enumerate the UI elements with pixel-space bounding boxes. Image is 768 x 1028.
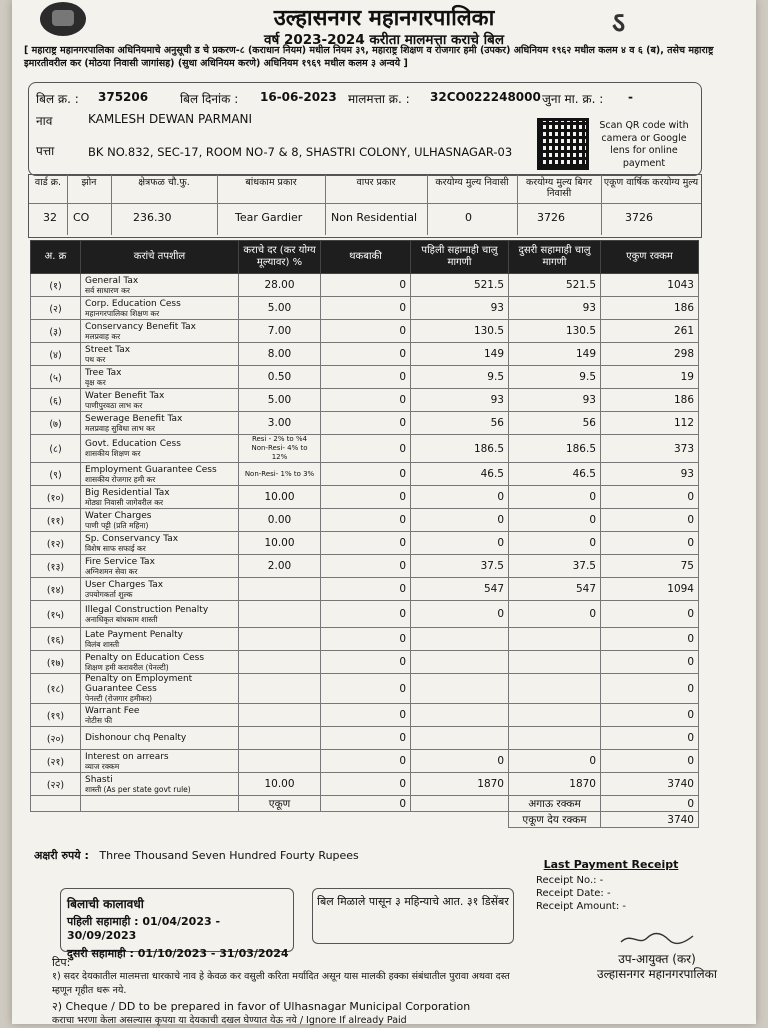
ward-header-1: झोन xyxy=(81,177,97,188)
row-number: (४) xyxy=(31,343,81,366)
tax-second-half: 9.5 xyxy=(509,366,601,389)
tax-rate xyxy=(239,601,321,628)
tax-name-cell xyxy=(81,532,239,555)
tax-arrears: 0 xyxy=(321,389,411,412)
words-label: अक्षरी रुपये : xyxy=(34,849,89,862)
tax-first-half xyxy=(411,704,509,727)
col-header-total: एकुण रक्कम xyxy=(601,241,699,274)
tax-row xyxy=(31,435,699,463)
col-header-no: अ. क्र xyxy=(31,241,81,274)
tax-row xyxy=(31,750,699,773)
tax-name-mr: व्याज रक्कम xyxy=(85,761,120,771)
tax-rate: 5.00 xyxy=(239,389,321,412)
usage-type: Non Residential xyxy=(331,211,418,224)
tax-second-half: 0 xyxy=(509,509,601,532)
tax-rate: 0.50 xyxy=(239,366,321,389)
tax-name-en: Dishonour chq Penalty xyxy=(85,733,187,743)
property-no: 32CO022248000 xyxy=(430,90,541,104)
tax-name-en: Big Residential Tax xyxy=(85,487,170,498)
tax-second-half: 46.5 xyxy=(509,463,601,486)
tax-first-half: 149 xyxy=(411,343,509,366)
row-number: (१६) xyxy=(31,628,81,651)
row-number: (२१) xyxy=(31,750,81,773)
footer-line-3: कराचा भरणा केला असल्यास कृपया या देयकाची दखल घेण्यात येऊ नये / Ignore If already Paid xyxy=(52,1015,407,1026)
tax-second-half: 186.5 xyxy=(509,435,601,463)
tax-first-half: 0 xyxy=(411,486,509,509)
tax-second-half: 149 xyxy=(509,343,601,366)
tax-name-mr: शास्ती (As per state govt rule) xyxy=(85,784,191,794)
row-number: (६) xyxy=(31,389,81,412)
tax-name-en: Penalty on Employment Guarantee Cess xyxy=(85,674,193,694)
corporation-title: उल्हासनगर महानगरपालिका xyxy=(273,6,495,31)
area-sqft: 236.30 xyxy=(133,211,172,224)
receipt-date: Receipt Date: - xyxy=(536,888,611,899)
tax-name-cell xyxy=(81,412,239,435)
tax-total: 75 xyxy=(601,555,699,578)
tax-name-en: Sp. Conservancy Tax xyxy=(85,533,179,544)
swachh-logo-icon: ऽ xyxy=(612,6,626,39)
tax-first-half: 547 xyxy=(411,578,509,601)
row-number: (९) xyxy=(31,463,81,486)
ward-header-5: करयोग्य मुल्य निवासी xyxy=(435,177,509,188)
tax-name-cell xyxy=(81,727,239,750)
tax-total: 1094 xyxy=(601,578,699,601)
tax-name-en: Warrant Fee xyxy=(85,705,140,716)
name-label: नाव xyxy=(36,114,53,128)
tax-name-mr: पथ कर xyxy=(85,354,106,364)
old-no: - xyxy=(628,90,633,104)
tax-arrears: 0 xyxy=(321,773,411,796)
tax-total: 186 xyxy=(601,389,699,412)
tax-rate xyxy=(239,704,321,727)
total-label: एकूण xyxy=(239,796,321,812)
bill-date-label: बिल दिनांक : xyxy=(180,92,239,106)
tax-name-en: General Tax xyxy=(85,275,139,286)
tax-second-half xyxy=(509,727,601,750)
ward-header-3: बांधकाम प्रकार xyxy=(245,177,297,188)
tax-name-mr: पाणी पट्टी (प्रति महिना) xyxy=(85,520,149,530)
ward-header-4: वापर प्रकार xyxy=(356,177,396,188)
tax-row xyxy=(31,486,699,509)
tax-first-half: 93 xyxy=(411,389,509,412)
tax-first-half: 9.5 xyxy=(411,366,509,389)
tax-name-en: Corp. Education Cess xyxy=(85,298,181,309)
qr-instructions: Scan QR code with camera or Google lens for online payment xyxy=(599,120,689,169)
tax-row xyxy=(31,274,699,297)
tax-rate: 3.00 xyxy=(239,412,321,435)
tax-row xyxy=(31,628,699,651)
tax-name-mr: मलप्रवाह सुविधा लाभ कर xyxy=(85,423,155,433)
ward-header-7: एकूण वार्षिक करयोग्य मुल्य xyxy=(603,177,699,188)
tax-second-half: 547 xyxy=(509,578,601,601)
tax-name-cell xyxy=(81,509,239,532)
receipt-amount: Receipt Amount: - xyxy=(536,901,626,912)
tax-name-mr: शासकीय शिक्षण कर xyxy=(85,449,141,458)
tax-rate xyxy=(239,674,321,704)
footer-label: टिप: xyxy=(52,956,71,969)
total-taxable-value: 3726 xyxy=(625,211,653,224)
tax-row xyxy=(31,366,699,389)
row-number: (१३) xyxy=(31,555,81,578)
tax-row xyxy=(31,532,699,555)
tax-name-mr: अनाधिकृत बांधकाम शास्ती xyxy=(85,614,158,624)
col-header-arrears: थकबाकी xyxy=(321,241,411,274)
row-number: (१) xyxy=(31,274,81,297)
signature-designation: उप-आयुक्त (कर) xyxy=(618,952,696,966)
ward-no: 32 xyxy=(43,211,57,224)
tax-first-half xyxy=(411,674,509,704)
row-number: (१४) xyxy=(31,578,81,601)
ward-info-box xyxy=(28,174,702,238)
tax-rate: Resi - 2% to %4 Non-Resi- 4% to 12% xyxy=(239,435,321,463)
billing-period-box xyxy=(60,888,294,960)
tax-name-en: Sewerage Benefit Tax xyxy=(85,413,183,424)
tax-second-half: 521.5 xyxy=(509,274,601,297)
row-number: (२) xyxy=(31,297,81,320)
tax-name-en: Tree Tax xyxy=(85,367,122,378)
total-arrears: 0 xyxy=(321,796,411,812)
tax-total: 3740 xyxy=(601,773,699,796)
tax-name-cell xyxy=(81,297,239,320)
row-number: (१०) xyxy=(31,486,81,509)
tax-name-cell xyxy=(81,773,239,796)
tax-first-half xyxy=(411,651,509,674)
ward-header-0: वार्ड क्र. xyxy=(34,177,62,188)
tax-name-mr: पाणीपुरवठा लाभ कर xyxy=(85,400,143,410)
tax-row xyxy=(31,389,699,412)
tax-first-half: 521.5 xyxy=(411,274,509,297)
tax-arrears: 0 xyxy=(321,555,411,578)
words-value: Three Thousand Seven Hundred Fourty Rupees xyxy=(99,849,359,862)
tax-name-cell xyxy=(81,674,239,704)
signature-icon xyxy=(617,930,697,948)
footer-line-1: १) सदर देयकातील मालमत्ता धारकाचे नाव हे केवळ कर वसुली करिता मर्यादित असून यास मालकी हक्का संबंधातील पुरावा अथवा दस्त म्हणून गृहीत धरू नये. xyxy=(52,971,510,996)
tax-arrears: 0 xyxy=(321,704,411,727)
tax-total: 373 xyxy=(601,435,699,463)
tax-second-half: 0 xyxy=(509,486,601,509)
tax-name-en: Conservancy Benefit Tax xyxy=(85,321,196,332)
tax-first-half: 93 xyxy=(411,297,509,320)
tax-name-en: Water Benefit Tax xyxy=(85,390,165,401)
taxable-non-residential: 3726 xyxy=(537,211,565,224)
row-number: (१५) xyxy=(31,601,81,628)
tax-name-mr: उपयोगकर्ता शुल्क xyxy=(85,589,133,599)
tax-row xyxy=(31,297,699,320)
ward-header-6: करयोग्य मुल्य बिगर निवासी xyxy=(525,177,593,199)
tax-first-half: 186.5 xyxy=(411,435,509,463)
tax-total: 0 xyxy=(601,628,699,651)
tax-table xyxy=(30,240,699,828)
tax-total: 19 xyxy=(601,366,699,389)
tax-name-cell xyxy=(81,463,239,486)
tax-name-cell xyxy=(81,601,239,628)
total-row xyxy=(31,796,699,812)
tax-name-mr: नोटीस फी xyxy=(85,715,113,725)
tax-total: 0 xyxy=(601,704,699,727)
tax-name-mr: विशेष साफ सफाई कर xyxy=(85,543,146,553)
tax-first-half xyxy=(411,727,509,750)
tax-name-mr: अग्निशमन सेवा कर xyxy=(85,566,138,576)
tax-total: 0 xyxy=(601,674,699,704)
tax-arrears: 0 xyxy=(321,651,411,674)
bill-paper xyxy=(12,0,756,1024)
tax-row xyxy=(31,651,699,674)
tax-first-half: 130.5 xyxy=(411,320,509,343)
tax-name-cell xyxy=(81,343,239,366)
tax-rate xyxy=(239,628,321,651)
advance-label: अगाऊ रक्कम xyxy=(509,796,601,812)
payable-row xyxy=(31,812,699,828)
tax-name-en: Shasti xyxy=(85,774,113,785)
old-no-label: जुना मा. क्र. : xyxy=(542,92,604,106)
tax-name-en: User Charges Tax xyxy=(85,579,164,590)
tax-arrears: 0 xyxy=(321,412,411,435)
tax-name-cell xyxy=(81,435,239,463)
payable-label: एकूण देय रक्कम xyxy=(509,812,601,828)
tax-name-mr: पेनल्टी (रोजगार हमीकर) xyxy=(85,694,153,703)
tax-second-half: 93 xyxy=(509,297,601,320)
tax-arrears: 0 xyxy=(321,750,411,773)
tax-first-half: 46.5 xyxy=(411,463,509,486)
tax-name-mr: महानगरपालिका शिक्षण कर xyxy=(85,308,160,318)
owner-name: KAMLESH DEWAN PARMANI xyxy=(88,112,253,126)
tax-name-en: Street Tax xyxy=(85,344,131,355)
tax-row xyxy=(31,343,699,366)
tax-name-cell xyxy=(81,389,239,412)
tax-name-mr: मोठ्या निवासी जागेवरील कर xyxy=(85,497,164,507)
tax-arrears: 0 xyxy=(321,674,411,704)
tax-second-half: 0 xyxy=(509,532,601,555)
tax-second-half xyxy=(509,674,601,704)
tax-first-half: 0 xyxy=(411,532,509,555)
tax-rate: 8.00 xyxy=(239,343,321,366)
tax-name-mr: शासकीय रोजगार हमी कर xyxy=(85,474,156,484)
row-number: (७) xyxy=(31,412,81,435)
bill-date: 16-06-2023 xyxy=(260,90,337,104)
tax-rate: 0.00 xyxy=(239,509,321,532)
tax-total: 0 xyxy=(601,486,699,509)
col-header-second-half: दुसरी सहामाही चालु मागणी xyxy=(509,241,601,274)
tax-arrears: 0 xyxy=(321,727,411,750)
tax-name-mr: वृक्ष कर xyxy=(85,377,106,387)
tax-row xyxy=(31,773,699,796)
tax-arrears: 0 xyxy=(321,578,411,601)
tax-name-en: Late Payment Penalty xyxy=(85,629,183,640)
tax-row xyxy=(31,509,699,532)
tax-first-half: 37.5 xyxy=(411,555,509,578)
advance-value: 0 xyxy=(601,796,699,812)
bill-no: 375206 xyxy=(98,90,149,104)
col-header-details: करांचे तपशील xyxy=(81,241,239,274)
tax-rate: 28.00 xyxy=(239,274,321,297)
tax-total: 0 xyxy=(601,601,699,628)
row-number: (१८) xyxy=(31,674,81,704)
tax-name-en: Employment Guarantee Cess xyxy=(85,464,217,475)
address-label: पत्ता xyxy=(36,144,55,158)
tax-arrears: 0 xyxy=(321,486,411,509)
tax-rate: 10.00 xyxy=(239,773,321,796)
tax-second-half xyxy=(509,628,601,651)
row-number: (११) xyxy=(31,509,81,532)
tax-second-half: 56 xyxy=(509,412,601,435)
zone: CO xyxy=(73,211,90,224)
bill-no-label: बिल क्र. : xyxy=(36,92,79,106)
construction-type: Tear Gardier xyxy=(235,211,303,224)
tax-name-en: Interest on arrears xyxy=(85,751,169,762)
row-number: (२२) xyxy=(31,773,81,796)
tax-name-mr: शिक्षण हमी करावरील (पेनल्टी) xyxy=(85,662,169,672)
tax-total: 261 xyxy=(601,320,699,343)
tax-total: 112 xyxy=(601,412,699,435)
tax-name-en: Govt. Education Cess xyxy=(85,439,181,449)
tax-row xyxy=(31,674,699,704)
tax-arrears: 0 xyxy=(321,628,411,651)
tax-name-en: Water Charges xyxy=(85,510,152,521)
tax-first-half: 0 xyxy=(411,601,509,628)
tax-rate: 10.00 xyxy=(239,486,321,509)
tax-name-en: Fire Service Tax xyxy=(85,556,155,567)
ward-header-2: क्षेत्रफळ चौ.फु. xyxy=(138,177,190,188)
tax-row xyxy=(31,555,699,578)
row-number: (५) xyxy=(31,366,81,389)
tax-rate: 5.00 xyxy=(239,297,321,320)
owner-address: BK NO.832, SEC-17, ROOM NO-7 & 8, SHASTRI COLONY, ULHASNAGAR-03 xyxy=(88,145,513,159)
tax-rate: Non-Resi- 1% to 3% xyxy=(239,463,321,486)
tax-arrears: 0 xyxy=(321,435,411,463)
row-number: (२०) xyxy=(31,727,81,750)
tax-first-half: 0 xyxy=(411,750,509,773)
tax-rate: 7.00 xyxy=(239,320,321,343)
tax-arrears: 0 xyxy=(321,320,411,343)
tax-name-cell xyxy=(81,628,239,651)
footer-line-2: २) Cheque / DD to be prepared in favor of Ulhasnagar Municipal Corporation xyxy=(52,1000,471,1013)
period-title: बिलाची कालावधी xyxy=(67,897,144,911)
tax-second-half: 0 xyxy=(509,750,601,773)
row-number: (१२) xyxy=(31,532,81,555)
col-header-rate: कराचे दर (कर योग्य मूल्यावर) % xyxy=(239,241,321,274)
tax-second-half: 37.5 xyxy=(509,555,601,578)
period-first: पहिली सहामाही : 01/04/2023 - 30/09/2023 xyxy=(67,915,221,942)
tax-rate: 10.00 xyxy=(239,532,321,555)
tax-second-half: 0 xyxy=(509,601,601,628)
tax-name-mr: सर्व साधारण कर xyxy=(85,285,130,295)
tax-first-half: 56 xyxy=(411,412,509,435)
payable-value: 3740 xyxy=(601,812,699,828)
tax-name-cell xyxy=(81,274,239,297)
tax-row xyxy=(31,727,699,750)
tax-arrears: 0 xyxy=(321,274,411,297)
row-number: (१९) xyxy=(31,704,81,727)
tax-total: 0 xyxy=(601,651,699,674)
last-payment-title: Last Payment Receipt xyxy=(543,858,679,871)
act-reference: [ महाराष्ट्र महानगरपालिका अधिनियमाचे अनुसूची ड चे प्रकरण-८ (कराधान नियम) मधील नियम ३९, महाराष्ट्र शिक्षण व रोजगार हमी (उपकर) अधिनियम १९६२ मधील कलम ४ व ६ (ब), तसेच महाराष्ट्र इमारतीवरील कर (मोठया निवासी जागांसह) (सुधा अधिनियम करणे) अधिनियम १९६९ मधील कलम ३ अन्वये ] xyxy=(24,45,714,69)
tax-rate: 2.00 xyxy=(239,555,321,578)
amount-in-words xyxy=(34,848,524,874)
property-no-label: मालमत्ता क्र. : xyxy=(348,92,410,106)
tax-name-cell xyxy=(81,704,239,727)
due-notice: बिल मिळाले पासून ३ महिन्याचे आत. ३१ डिसेंबर xyxy=(312,888,514,944)
tax-row xyxy=(31,463,699,486)
tax-row xyxy=(31,578,699,601)
tax-first-half: 1870 xyxy=(411,773,509,796)
signature-org: उल्हासनगर महानगरपालिका xyxy=(597,967,717,981)
footer-notes xyxy=(52,956,732,1028)
tax-arrears: 0 xyxy=(321,297,411,320)
bill-subtitle: वर्ष 2023-2024 करीता मालमत्ता कराचे बिल xyxy=(263,32,505,48)
tax-total: 298 xyxy=(601,343,699,366)
tax-name-cell xyxy=(81,366,239,389)
tax-name-cell xyxy=(81,651,239,674)
tax-name-mr: विलंब शास्ती xyxy=(85,639,120,649)
tax-name-en: Illegal Construction Penalty xyxy=(85,604,209,615)
tax-rate xyxy=(239,750,321,773)
tax-rate xyxy=(239,578,321,601)
tax-arrears: 0 xyxy=(321,601,411,628)
col-header-first-half: पहिली सहामाही चालु मागणी xyxy=(411,241,509,274)
tax-total: 186 xyxy=(601,297,699,320)
tax-second-half: 130.5 xyxy=(509,320,601,343)
taxable-residential: 0 xyxy=(465,211,472,224)
tax-rate xyxy=(239,651,321,674)
tax-first-half: 0 xyxy=(411,509,509,532)
tax-name-cell xyxy=(81,750,239,773)
row-number: (८) xyxy=(31,435,81,463)
tax-arrears: 0 xyxy=(321,463,411,486)
row-number: (१७) xyxy=(31,651,81,674)
tax-first-half xyxy=(411,628,509,651)
tax-total: 93 xyxy=(601,463,699,486)
tax-row xyxy=(31,412,699,435)
tax-total: 1043 xyxy=(601,274,699,297)
tax-arrears: 0 xyxy=(321,509,411,532)
tax-second-half: 93 xyxy=(509,389,601,412)
tax-name-cell xyxy=(81,486,239,509)
tax-row xyxy=(31,320,699,343)
tax-total: 0 xyxy=(601,750,699,773)
tax-arrears: 0 xyxy=(321,366,411,389)
tax-name-cell xyxy=(81,320,239,343)
tax-arrears: 0 xyxy=(321,532,411,555)
row-number: (३) xyxy=(31,320,81,343)
period-second: दुसरी सहामाही : 01/10/2023 - 31/03/2024 xyxy=(67,947,289,960)
tax-arrears: 0 xyxy=(321,343,411,366)
tax-total: 0 xyxy=(601,509,699,532)
tax-name-cell xyxy=(81,555,239,578)
receipt-no: Receipt No.: - xyxy=(536,875,604,886)
tax-name-cell xyxy=(81,578,239,601)
tax-second-half xyxy=(509,651,601,674)
tax-total: 0 xyxy=(601,727,699,750)
tax-total: 0 xyxy=(601,532,699,555)
tax-row xyxy=(31,704,699,727)
tax-name-mr: मलप्रवाह कर xyxy=(85,331,121,341)
tax-rate xyxy=(239,727,321,750)
tax-row xyxy=(31,601,699,628)
tax-second-half: 1870 xyxy=(509,773,601,796)
tax-second-half xyxy=(509,704,601,727)
tax-name-en: Penalty on Education Cess xyxy=(85,652,205,663)
payment-qr-icon[interactable] xyxy=(537,118,589,170)
